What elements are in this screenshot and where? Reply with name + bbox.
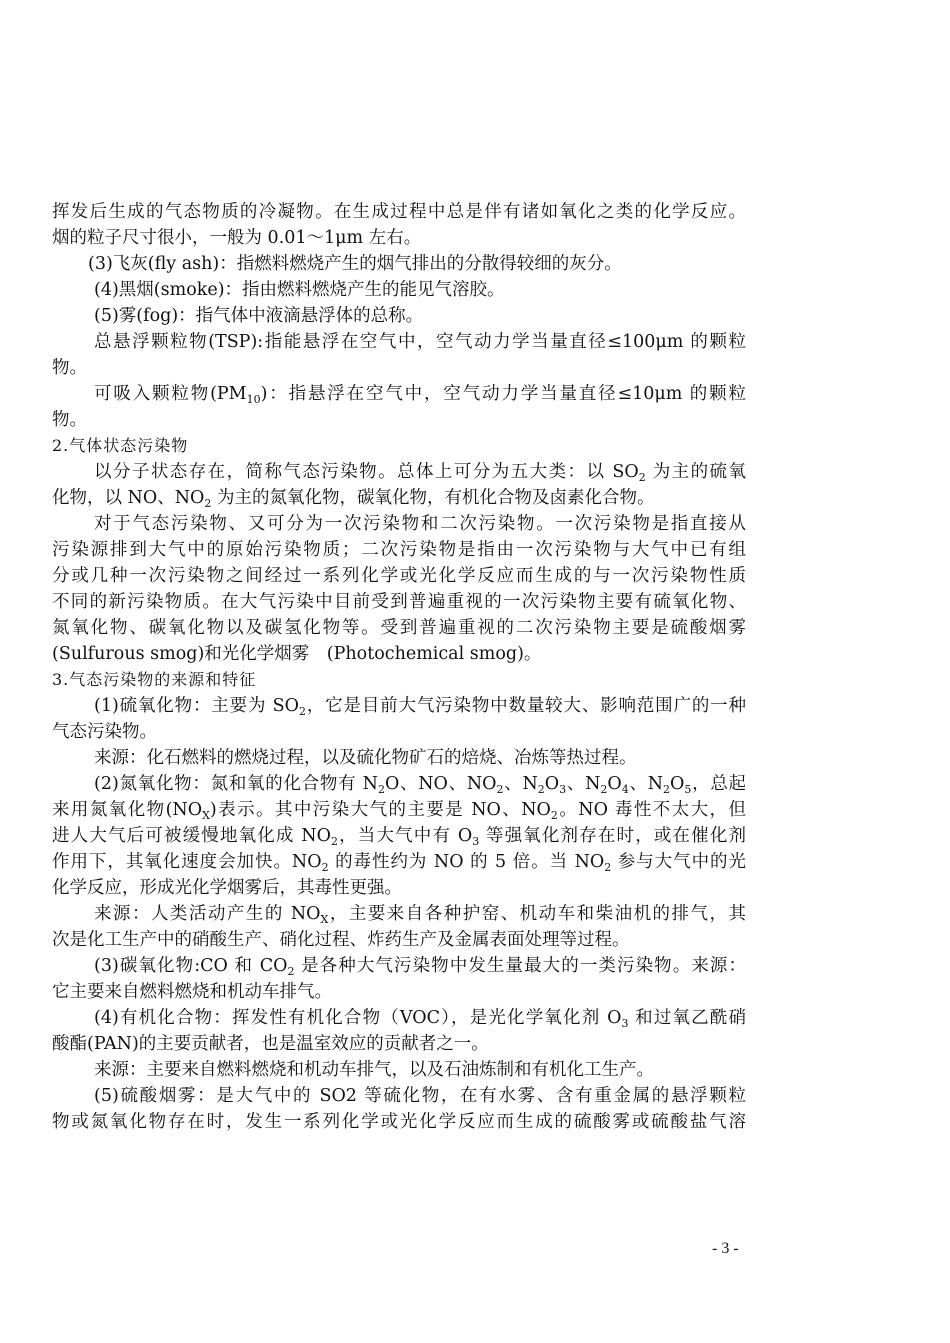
paragraph-fly-ash: (3)飞灰(fly ash)：指燃料燃烧产生的烟气排出的分散得较细的灰分。 (88, 254, 622, 274)
paragraph-gaseous-classes (52, 459, 746, 511)
text-line: (Sulfurous smog)和光化学烟雾 (Photochemical smog)。 (52, 644, 542, 664)
paragraph-smoke-definition (52, 199, 746, 251)
text-line: 它主要来自燃料燃烧和机动车排气。 (52, 982, 332, 1002)
text-line: 挥发后生成的气态物质的冷凝物。在生成过程中总是伴有诸如氧化之类的化学反应。 (52, 202, 746, 222)
text-line: 可吸入颗粒物$(PM_{10})$：指悬浮在空气中，空气动力学当量直径≤10μm 的颗粒 (94, 384, 746, 406)
text-line: (4)有机化合物：挥发性有机化合物（VOC），是光化学氧化剂 $O_3$ 和过氧乙酰硝 (94, 1008, 747, 1030)
page-body (52, 199, 746, 1135)
text-line: 进人大气后可被缓慢地氧化成 $NO_2$，当大气中有 $O_3$ 等强氧化剂存在时，或在催化剂 (52, 826, 746, 848)
text-line: 来用氮氧化物$(NO_X)$表示。其中污染大气的主要是 NO、$NO_2$。NO 毒性不太大，但 (52, 800, 746, 822)
paragraph-nitrogen-sources (52, 901, 746, 953)
text-line: 分或几种一次污染物之间经过一系列化学或光化学反应而生成的与一次污染物性质 (52, 566, 746, 586)
text-line: 化学反应，形成光化学烟雾后，其毒性更强。 (52, 878, 402, 898)
paragraph-carbon-oxides (52, 953, 746, 1005)
text-line: 物。 (52, 358, 87, 378)
paragraph-pm10 (52, 381, 746, 433)
text-line: 酸酯(PAN)的主要贡献者，也是温室效应的贡献者之一。 (52, 1034, 489, 1054)
text-line: 总悬浮颗粒物(TSP):指能悬浮在空气中，空气动力学当量直径≤100μm 的颗粒 (94, 332, 746, 352)
text-line: (5)硫酸烟雾：是大气中的 SO2 等硫化物，在有水雾、含有重金属的悬浮颗粒 (94, 1086, 746, 1106)
text-line: 气态污染物。 (52, 722, 157, 742)
paragraph-sulfur-sources: 来源：化石燃料的燃烧过程，以及硫化物矿石的焙烧、冶炼等热过程。 (94, 748, 637, 768)
paragraph-organic-sources: 来源：主要来自燃料燃烧和机动车排气，以及石油炼制和有机化工生产。 (94, 1060, 654, 1080)
text-line: 以分子状态存在，简称气态污染物。总体上可分为五大类：以 $SO_2$ 为主的硫氧 (94, 462, 746, 484)
text-line: (2)氮氧化物：氮和氧的化合物有 $N_2O$、NO、$NO_2$、$N_2O_3$、$N_2O_4$、$N_2O_5$，总起 (94, 774, 747, 796)
text-line: (1)硫氧化物：主要为 $SO_2$，它是目前大气污染物中数量较大、影响范围广的一种 (94, 696, 746, 718)
text-line: 物或氮氧化物存在时，发生一系列化学或光化学反应而生成的硫酸雾或硫酸盐气溶 (52, 1112, 746, 1132)
paragraph-primary-secondary (52, 511, 746, 667)
paragraph-nitrogen-oxides (52, 771, 746, 901)
text-line: 次是化工生产中的硝酸生产、硝化过程、炸药生产及金属表面处理等过程。 (52, 930, 630, 950)
paragraph-organic-compounds (52, 1005, 746, 1057)
text-line: 作用下，其氧化速度会加快。$NO_2$ 的毒性约为 NO 的 5 倍。当 $NO_2$ 参与大气中的光 (52, 852, 746, 874)
paragraph-sulfurous-smog (52, 1083, 746, 1135)
text-line: 不同的新污染物质。在大气污染中目前受到普遍重视的一次污染物主要有硫氧化物、 (52, 592, 746, 612)
page-number: - 3 - (712, 1240, 739, 1257)
text-line: 对于气态污染物、又可分为一次污染物和二次污染物。一次污染物是指直接从 (94, 514, 746, 534)
text-line: 烟的粒子尺寸很小，一般为 0.01～1μm 左右。 (52, 228, 422, 248)
section-heading-sources-features: 3.气态污染物的来源和特征 (52, 670, 257, 689)
section-heading-gaseous-pollutants: 2.气体状态污染物 (52, 436, 189, 455)
paragraph-black-smoke: (4)黑烟(smoke)：指由燃料燃烧产生的能见气溶胶。 (94, 280, 505, 300)
text-line: 来源：人类活动产生的 $NO_X$，主要来自各种护窑、机动车和柴油机的排气，其 (94, 904, 746, 926)
text-line: 物。 (52, 410, 87, 430)
paragraph-fog: (5)雾(fog)：指气体中液滴悬浮体的总称。 (94, 306, 424, 326)
paragraph-tsp (52, 329, 746, 381)
text-line: 氮氧化物、碳氧化物以及碳氢化物等。受到普遍重视的二次污染物主要是硫酸烟雾 (52, 618, 746, 638)
text-line: 化物，以 NO、$NO_2$ 为主的氮氧化物，碳氧化物，有机化合物及卤素化合物。 (52, 488, 655, 510)
text-line: 污染源排到大气中的原始污染物质；二次污染物是指由一次污染物与大气中已有组 (52, 540, 746, 560)
paragraph-sulfur-oxides (52, 693, 746, 745)
text-line: (3)碳氧化物:CO 和 $CO_2$ 是各种大气污染物中发生量最大的一类污染物。来源： (94, 956, 746, 978)
